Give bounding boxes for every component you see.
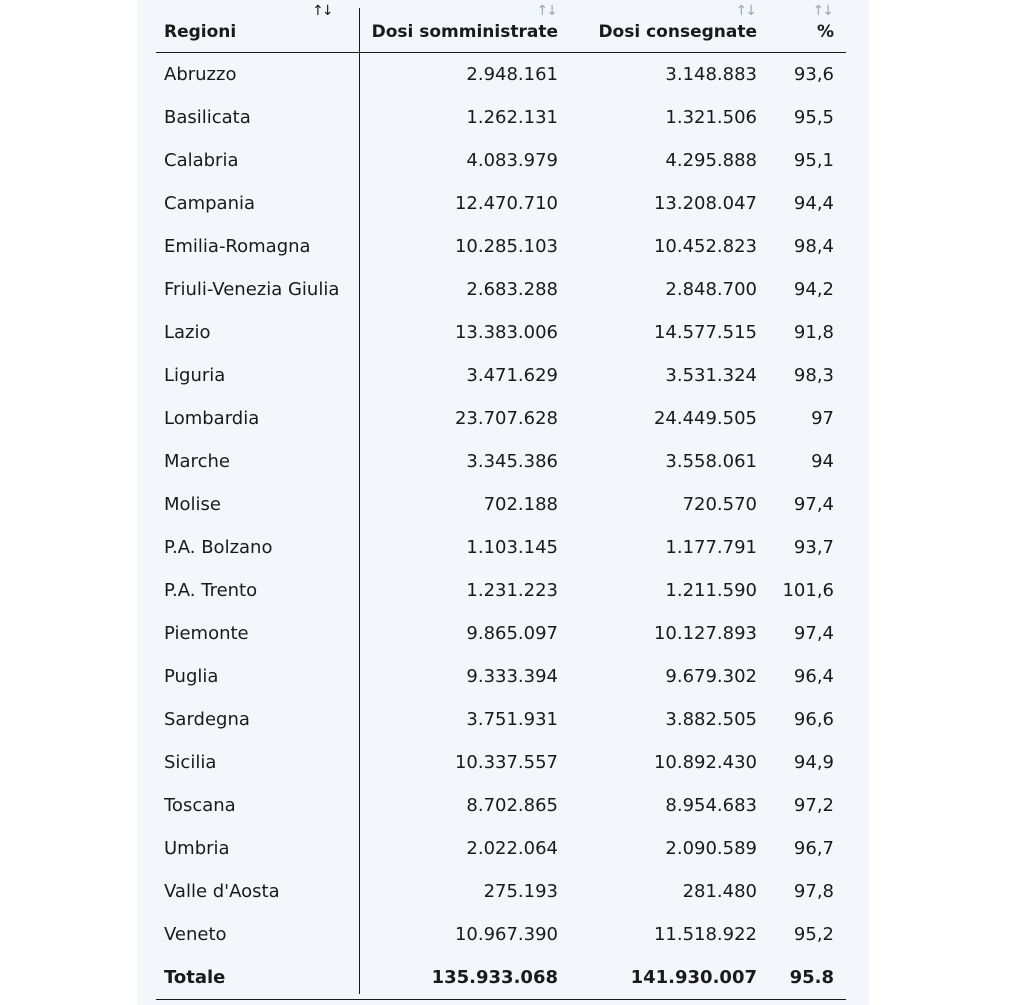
cell-percent: 94,9 xyxy=(793,752,834,773)
cell-percent: 95,5 xyxy=(793,107,834,128)
total-percent: 95.8 xyxy=(789,967,834,988)
cell-somministrate: 1.262.131 xyxy=(466,107,558,128)
cell-regione: Emilia-Romagna xyxy=(164,236,311,257)
cell-somministrate: 2.683.288 xyxy=(466,279,558,300)
cell-percent: 93,6 xyxy=(793,64,834,85)
cell-percent: 94,4 xyxy=(793,193,834,214)
cell-regione: Abruzzo xyxy=(164,64,237,85)
cell-consegnate: 9.679.302 xyxy=(665,666,757,687)
table-panel xyxy=(137,0,869,1005)
cell-consegnate: 3.531.324 xyxy=(665,365,757,386)
total-row xyxy=(156,956,846,1000)
table-row xyxy=(156,354,846,397)
cell-consegnate: 11.518.922 xyxy=(653,924,757,945)
table-row xyxy=(156,827,846,870)
sort-somministrate-icon[interactable]: ↑↓ xyxy=(536,3,556,19)
cell-consegnate: 1.321.506 xyxy=(665,107,757,128)
cell-percent: 97,4 xyxy=(793,623,834,644)
table-row xyxy=(156,913,846,956)
cell-percent: 97 xyxy=(811,408,834,429)
cell-regione: Valle d'Aosta xyxy=(164,881,280,902)
total-consegnate: 141.930.007 xyxy=(630,967,757,988)
table-row xyxy=(156,225,846,268)
cell-percent: 96,4 xyxy=(793,666,834,687)
table-row xyxy=(156,483,846,526)
cell-percent: 95,2 xyxy=(793,924,834,945)
sort-regioni-icon[interactable]: ↑↓ xyxy=(312,3,332,19)
cell-consegnate: 8.954.683 xyxy=(665,795,757,816)
cell-somministrate: 13.383.006 xyxy=(454,322,558,343)
sort-percent-icon[interactable]: ↑↓ xyxy=(812,3,832,19)
cell-somministrate: 3.345.386 xyxy=(466,451,558,472)
cell-percent: 98,3 xyxy=(793,365,834,386)
total-label: Totale xyxy=(164,967,226,988)
cell-consegnate: 1.177.791 xyxy=(665,537,757,558)
cell-consegnate: 10.892.430 xyxy=(653,752,757,773)
cell-regione: Toscana xyxy=(164,795,236,816)
cell-percent: 97,4 xyxy=(793,494,834,515)
table-row xyxy=(156,268,846,311)
table-row xyxy=(156,569,846,612)
cell-regione: Puglia xyxy=(164,666,219,687)
cell-consegnate: 3.148.883 xyxy=(665,64,757,85)
cell-somministrate: 8.702.865 xyxy=(466,795,558,816)
cell-somministrate: 4.083.979 xyxy=(466,150,558,171)
table-body xyxy=(156,53,846,956)
cell-regione: Basilicata xyxy=(164,107,251,128)
vaccine-doses-table xyxy=(156,0,846,1000)
cell-somministrate: 1.231.223 xyxy=(466,580,558,601)
cell-percent: 101,6 xyxy=(782,580,834,601)
cell-somministrate: 9.865.097 xyxy=(466,623,558,644)
cell-percent: 93,7 xyxy=(793,537,834,558)
cell-percent: 94,2 xyxy=(793,279,834,300)
table-row xyxy=(156,870,846,913)
table-row xyxy=(156,311,846,354)
cell-consegnate: 720.570 xyxy=(682,494,757,515)
cell-consegnate: 3.882.505 xyxy=(665,709,757,730)
cell-somministrate: 12.470.710 xyxy=(454,193,558,214)
table-row xyxy=(156,526,846,569)
cell-consegnate: 10.127.893 xyxy=(653,623,757,644)
cell-percent: 96,6 xyxy=(793,709,834,730)
table-row xyxy=(156,655,846,698)
cell-regione: Lombardia xyxy=(164,408,260,429)
cell-regione: Lazio xyxy=(164,322,211,343)
cell-somministrate: 3.751.931 xyxy=(466,709,558,730)
table-row xyxy=(156,397,846,440)
cell-regione: Umbria xyxy=(164,838,230,859)
table-row xyxy=(156,612,846,655)
cell-somministrate: 1.103.145 xyxy=(466,537,558,558)
header-regioni[interactable]: Regioni xyxy=(164,22,237,42)
cell-consegnate: 14.577.515 xyxy=(653,322,757,343)
cell-percent: 98,4 xyxy=(793,236,834,257)
table-row xyxy=(156,139,846,182)
cell-regione: Calabria xyxy=(164,150,239,171)
cell-somministrate: 10.967.390 xyxy=(454,924,558,945)
table-row xyxy=(156,784,846,827)
cell-somministrate: 2.948.161 xyxy=(466,64,558,85)
cell-somministrate: 10.285.103 xyxy=(454,236,558,257)
cell-somministrate: 9.333.394 xyxy=(466,666,558,687)
cell-consegnate: 1.211.590 xyxy=(665,580,757,601)
header-dosi-somministrate[interactable]: Dosi somministrate xyxy=(371,22,558,42)
cell-regione: Molise xyxy=(164,494,221,515)
cell-regione: P.A. Trento xyxy=(164,580,258,601)
cell-regione: Sicilia xyxy=(164,752,217,773)
cell-consegnate: 24.449.505 xyxy=(653,408,757,429)
cell-consegnate: 13.208.047 xyxy=(653,193,757,214)
cell-regione: Friuli-Venezia Giulia xyxy=(164,279,340,300)
table-row xyxy=(156,698,846,741)
cell-regione: Veneto xyxy=(164,924,227,945)
cell-consegnate: 281.480 xyxy=(682,881,757,902)
table-row xyxy=(156,741,846,784)
cell-somministrate: 275.193 xyxy=(483,881,558,902)
table-header xyxy=(156,0,846,53)
cell-consegnate: 2.848.700 xyxy=(665,279,757,300)
cell-regione: Sardegna xyxy=(164,709,250,730)
cell-somministrate: 23.707.628 xyxy=(454,408,558,429)
cell-regione: Campania xyxy=(164,193,256,214)
table-row xyxy=(156,53,846,96)
cell-percent: 95,1 xyxy=(793,150,834,171)
header-percent[interactable]: % xyxy=(816,22,834,42)
cell-percent: 97,8 xyxy=(793,881,834,902)
table-row xyxy=(156,440,846,483)
cell-percent: 97,2 xyxy=(793,795,834,816)
cell-somministrate: 3.471.629 xyxy=(466,365,558,386)
cell-somministrate: 702.188 xyxy=(483,494,558,515)
cell-somministrate: 10.337.557 xyxy=(454,752,558,773)
cell-percent: 96,7 xyxy=(793,838,834,859)
table-row xyxy=(156,182,846,225)
table-row xyxy=(156,96,846,139)
cell-regione: Liguria xyxy=(164,365,226,386)
cell-consegnate: 10.452.823 xyxy=(653,236,757,257)
cell-regione: P.A. Bolzano xyxy=(164,537,273,558)
sort-consegnate-icon[interactable]: ↑↓ xyxy=(735,3,755,19)
cell-somministrate: 2.022.064 xyxy=(466,838,558,859)
cell-consegnate: 2.090.589 xyxy=(665,838,757,859)
cell-consegnate: 3.558.061 xyxy=(665,451,757,472)
header-dosi-consegnate[interactable]: Dosi consegnate xyxy=(598,22,757,42)
cell-consegnate: 4.295.888 xyxy=(665,150,757,171)
total-somministrate: 135.933.068 xyxy=(431,967,558,988)
cell-percent: 94 xyxy=(811,451,834,472)
cell-regione: Marche xyxy=(164,451,230,472)
cell-percent: 91,8 xyxy=(793,322,834,343)
cell-regione: Piemonte xyxy=(164,623,249,644)
